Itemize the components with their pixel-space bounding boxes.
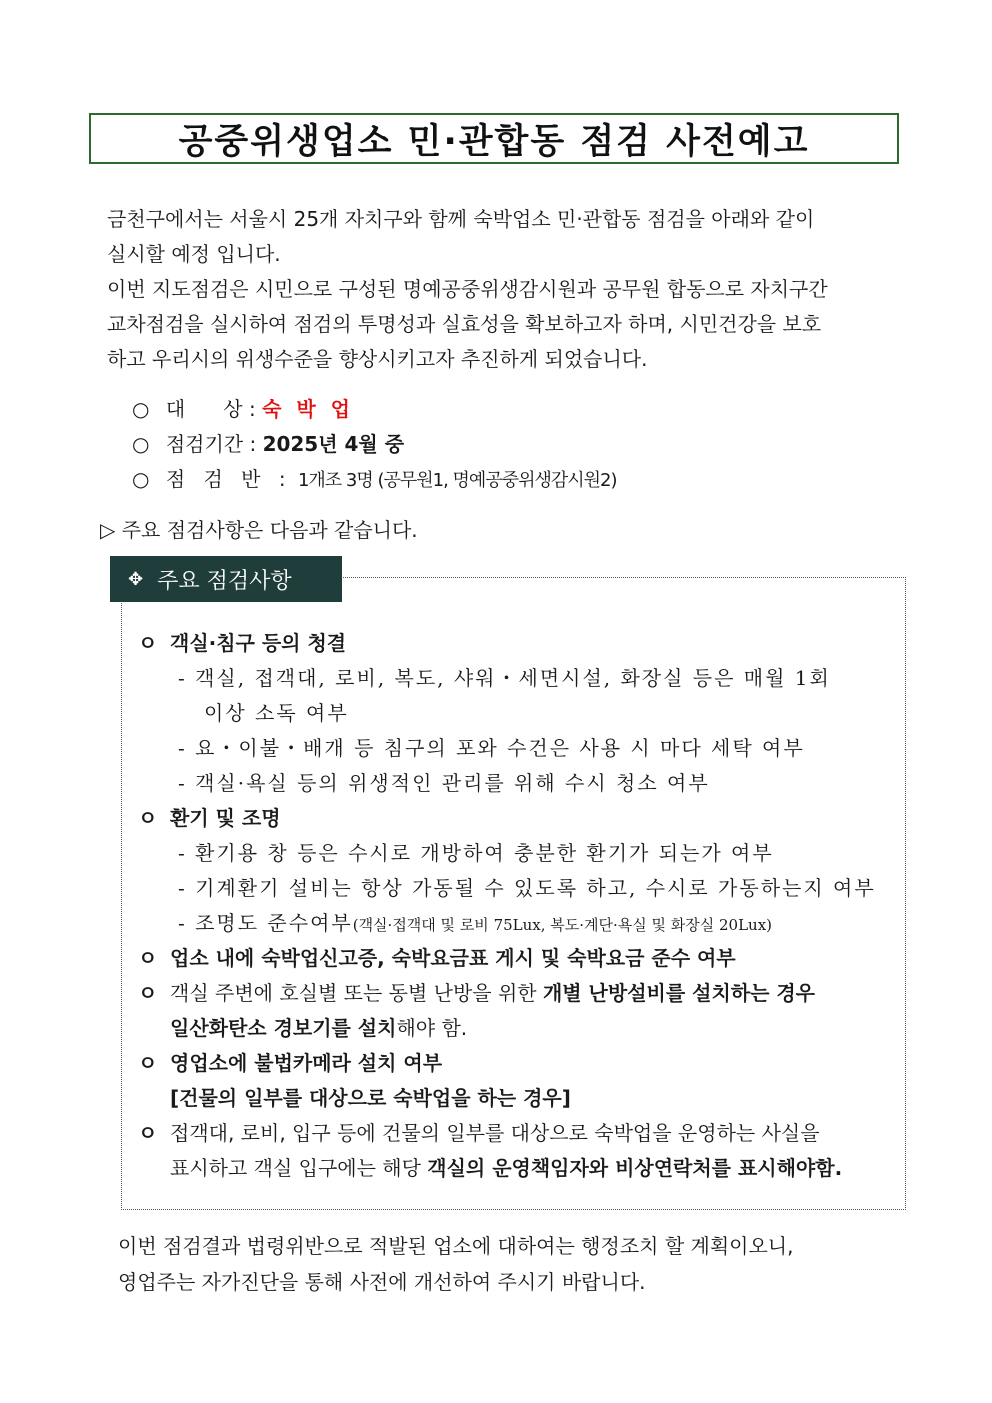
check-sub-item-cont: 이상 소독 여부 bbox=[204, 701, 349, 725]
o-bullet-icon: ㅇ bbox=[138, 946, 158, 970]
circle-bullet-icon: ○ bbox=[132, 432, 150, 456]
intro-text bbox=[107, 202, 907, 377]
period-label: 점검기간 : bbox=[165, 432, 257, 456]
section-title: 주요 점검사항 bbox=[157, 568, 292, 594]
check-item bbox=[138, 1116, 903, 1151]
check-item-title bbox=[138, 941, 903, 976]
check-title: 영업소에 불법카메라 설치 여부 bbox=[170, 1051, 443, 1075]
page-title: 공중위생업소 민·관합동 점검 사전예고 bbox=[178, 121, 810, 162]
check-sub-item: - 객실, 접객대, 로비, 복도, 샤워・세면시설, 화장실 등은 매월 1회 bbox=[178, 666, 831, 690]
check-text-bold: 일산화탄소 경보기를 설치 bbox=[170, 1016, 397, 1040]
check-item bbox=[138, 976, 903, 1011]
o-bullet-icon: ㅇ bbox=[138, 631, 158, 655]
info-list bbox=[132, 392, 617, 497]
check-sub-text: - 조명도 준수여부 bbox=[178, 911, 353, 935]
title-box bbox=[89, 113, 899, 164]
check-item-cont bbox=[138, 1151, 903, 1186]
info-target bbox=[132, 392, 617, 427]
check-text: 표시하고 객실 입구에는 해당 bbox=[170, 1156, 428, 1180]
check-bracket-heading: [건물의 일부를 대상으로 숙박업을 하는 경우] bbox=[170, 1086, 571, 1110]
check-sub-note: (객실·접객대 및 로비 75Lux, 복도·계단·욕실 및 화장실 20Lux) bbox=[352, 916, 773, 934]
check-text: 접객대, 로비, 입구 등에 건물의 일부를 대상으로 숙박업을 운영하는 사실을 bbox=[170, 1121, 820, 1145]
target-label: 대 상 : bbox=[165, 397, 256, 421]
check-sub-item: - 요・이불・배개 등 침구의 포와 수건은 사용 시 마다 세탁 여부 bbox=[178, 736, 805, 760]
o-bullet-icon: ㅇ bbox=[138, 981, 158, 1005]
check-sub-item: - 환기용 창 등은 수시로 개방하여 충분한 환기가 되는가 여부 bbox=[178, 841, 774, 865]
intro-line: 실시할 예정 입니다. bbox=[107, 242, 281, 266]
check-title: 객실·침구 등의 청결 bbox=[170, 631, 347, 655]
intro-line: 금천구에서는 서울시 25개 자치구와 함께 숙박업소 민·관합동 점검을 아래와 같이 bbox=[107, 207, 815, 231]
check-item-title bbox=[138, 626, 903, 661]
circle-bullet-icon: ○ bbox=[132, 467, 150, 491]
checks-list bbox=[138, 626, 903, 1186]
circle-bullet-icon: ○ bbox=[132, 397, 150, 421]
intro-line: 하고 우리시의 위생수준을 향상시키고자 추진하게 되었습니다. bbox=[107, 347, 648, 371]
intro-line: 이번 지도점검은 시민으로 구성된 명예공중위생감시원과 공무원 합동으로 자치구간 bbox=[107, 277, 828, 301]
closing-line: 영업주는 자가진단을 통해 사전에 개선하여 주시기 바랍니다. bbox=[118, 1270, 646, 1294]
check-item-title bbox=[138, 1046, 903, 1081]
o-bullet-icon: ㅇ bbox=[138, 1051, 158, 1075]
target-value: 숙 박 업 bbox=[262, 397, 354, 421]
team-value: 1개조 3명 (공무원1, 명예공중위생감시원2) bbox=[297, 470, 617, 491]
intro-line: 교차점검을 실시하여 점검의 투명성과 실효성을 확보하고자 하며, 시민건강을 보호 bbox=[107, 312, 822, 336]
section-tab bbox=[110, 556, 342, 602]
closing-text bbox=[118, 1228, 793, 1300]
check-title: 환기 및 조명 bbox=[170, 806, 281, 830]
check-text: 해야 함. bbox=[396, 1016, 468, 1040]
info-team bbox=[132, 462, 617, 497]
info-period bbox=[132, 427, 617, 462]
check-sub-item: - 기계환기 설비는 항상 가동될 수 있도록 하고, 수시로 가동하는지 여부 bbox=[178, 876, 876, 900]
check-item-title bbox=[138, 801, 903, 836]
check-text-bold: 개별 난방설비를 설치하는 경우 bbox=[542, 981, 816, 1005]
period-value: 2025년 4월 중 bbox=[262, 432, 405, 456]
lead-text: ▷ 주요 점검사항은 다음과 같습니다. bbox=[100, 518, 418, 542]
team-label: 점 검 반 : bbox=[165, 467, 292, 491]
check-sub-item: - 객실·욕실 등의 위생적인 관리를 위해 수시 청소 여부 bbox=[178, 771, 710, 795]
o-bullet-icon: ㅇ bbox=[138, 1121, 158, 1145]
check-text: 객실 주변에 호실별 또는 동별 난방을 위한 bbox=[170, 981, 543, 1005]
closing-line: 이번 점검결과 법령위반으로 적발된 업소에 대하여는 행정조치 할 계획이오니, bbox=[118, 1234, 794, 1258]
o-bullet-icon: ㅇ bbox=[138, 806, 158, 830]
check-item-cont bbox=[138, 1011, 903, 1046]
check-title: 업소 내에 숙박업신고증, 숙박요금표 게시 및 숙박요금 준수 여부 bbox=[170, 946, 736, 970]
check-text-bold: 객실의 운영책임자와 비상연락처를 표시해야함. bbox=[427, 1156, 843, 1180]
cross-ornament-icon: ✥ bbox=[128, 568, 144, 590]
check-sub-item bbox=[138, 906, 903, 941]
